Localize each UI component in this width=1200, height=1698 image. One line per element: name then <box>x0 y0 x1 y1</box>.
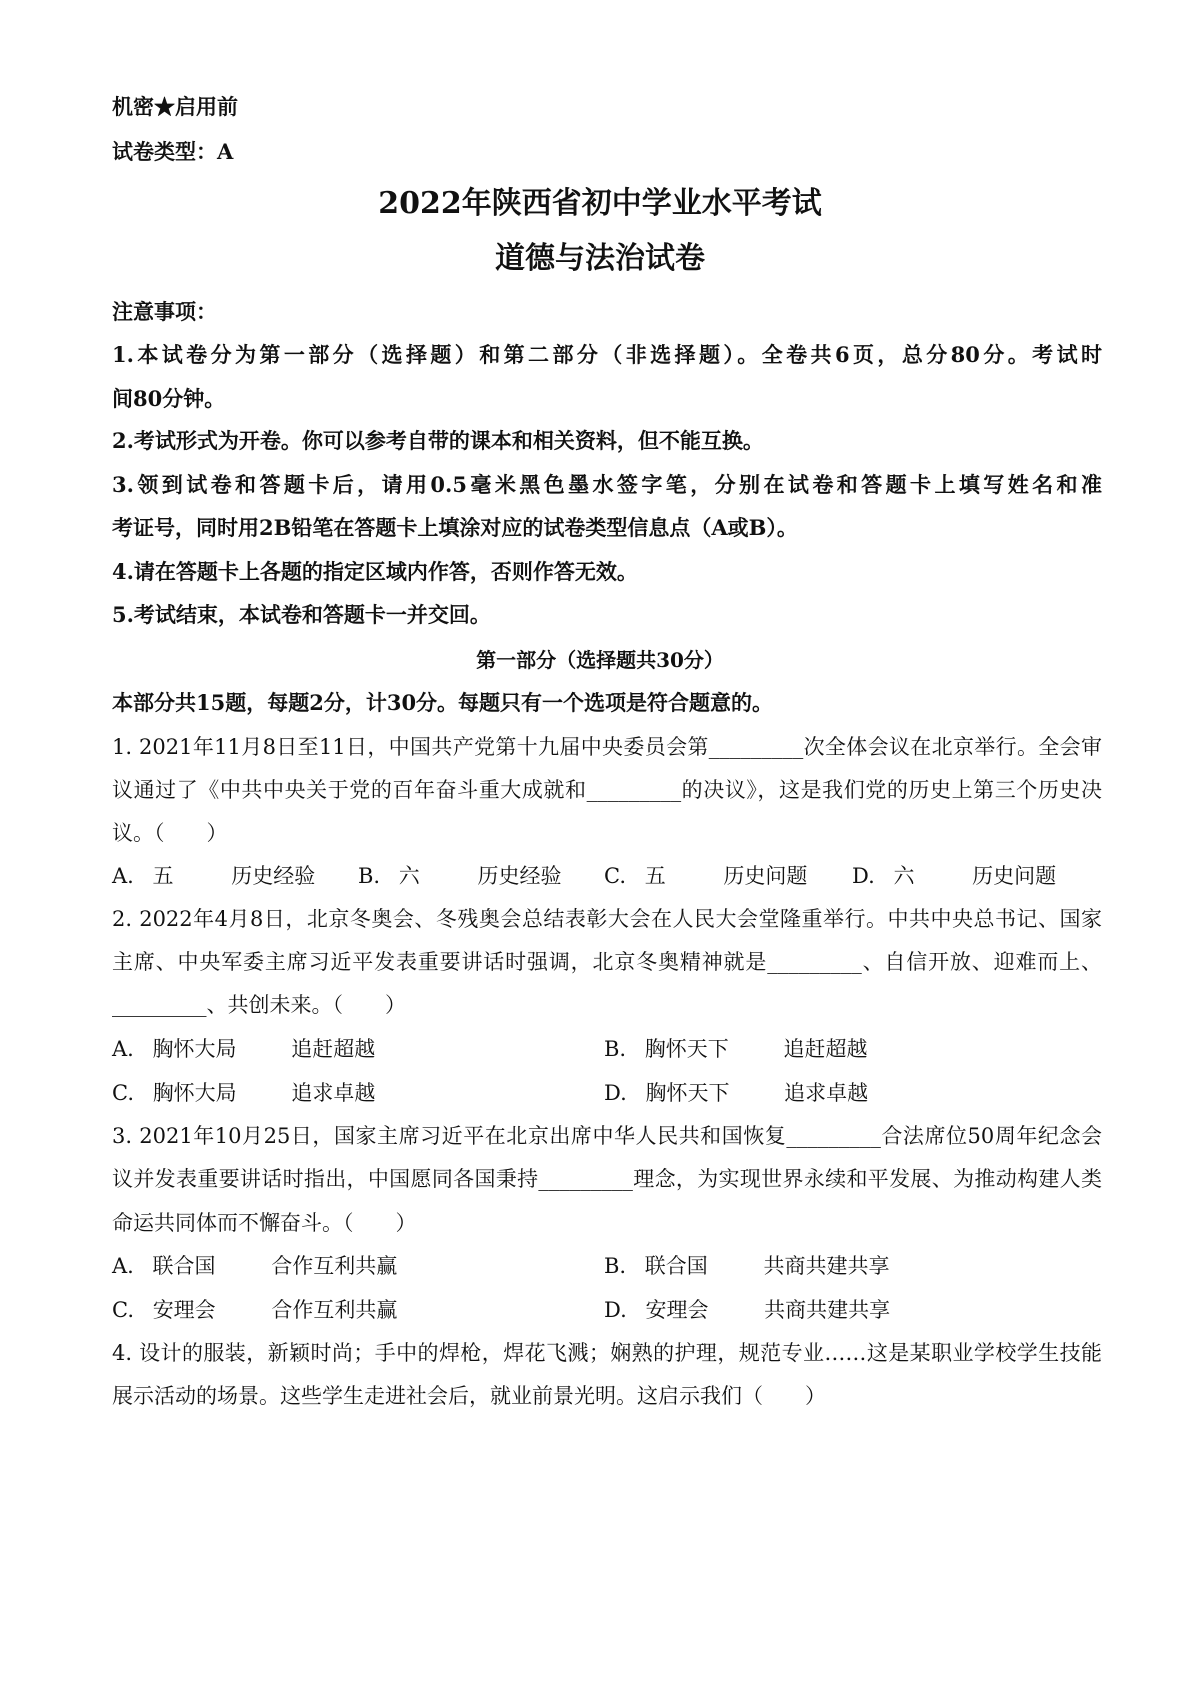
paper-type-label: 试卷类型：A <box>112 139 234 164</box>
question-1-option-b[interactable] <box>358 861 561 891</box>
option-first: 六 <box>893 864 915 888</box>
note-3-line-1: 3.领到试卷和答题卡后，请用0.5毫米黑色墨水签字笔，分别在试卷和答题卡上填写姓名和准 <box>112 472 1102 497</box>
note-1-line-2: 间80分钟。 <box>112 386 226 411</box>
question-1-option-c[interactable] <box>604 861 807 891</box>
option-first: 联合国 <box>644 1254 708 1278</box>
notes-heading: 注意事项： <box>112 299 217 324</box>
option-second: 追求卓越 <box>784 1081 869 1105</box>
option-letter: C. <box>604 864 626 888</box>
option-second: 追求卓越 <box>291 1081 376 1105</box>
option-second: 合作互利共赢 <box>271 1254 398 1278</box>
option-second: 历史经验 <box>231 864 316 888</box>
option-letter: C. <box>112 1298 134 1322</box>
option-first: 联合国 <box>152 1254 216 1278</box>
question-2-line-3: _________、共创未来。（ ） <box>112 993 406 1017</box>
option-second: 追赶超越 <box>783 1037 868 1061</box>
option-first: 五 <box>152 864 174 888</box>
note-4: 4.请在答题卡上各题的指定区域内作答，否则作答无效。 <box>112 559 638 584</box>
option-second: 合作互利共赢 <box>271 1298 398 1322</box>
question-1-line-2: 议通过了《中共中央关于党的百年奋斗重大成就和_________的决议》，这是我们党的历史上第三个历史决 <box>112 778 1102 802</box>
option-first: 胸怀天下 <box>644 1037 729 1061</box>
option-first: 胸怀大局 <box>152 1037 237 1061</box>
exam-subject-title: 道德与法治试卷 <box>495 241 705 276</box>
question-2-line-1: 2. 2022年4月8日，北京冬奥会、冬残奥会总结表彰大会在人民大会堂隆重举行。中共中央总书记、国家 <box>112 907 1102 931</box>
question-4-line-1: 4. 设计的服装，新颖时尚；手中的焊枪，焊花飞溅；娴熟的护理，规范专业……这是某职业学校学生技能 <box>112 1341 1102 1365</box>
option-letter: D. <box>852 864 875 888</box>
question-4-line-2: 展示活动的场景。这些学生走进社会后，就业前景光明。这启示我们（ ） <box>112 1384 826 1408</box>
part1-instruction: 本部分共15题，每题2分，计30分。每题只有一个选项是符合题意的。 <box>112 690 774 715</box>
option-second: 历史问题 <box>723 864 808 888</box>
option-letter: B. <box>604 1037 627 1061</box>
option-first: 胸怀天下 <box>645 1081 730 1105</box>
option-second: 追赶超越 <box>291 1037 376 1061</box>
option-second: 历史经验 <box>477 864 562 888</box>
question-3-option-a[interactable] <box>112 1251 397 1281</box>
option-letter: B. <box>358 864 381 888</box>
option-second: 共商共建共享 <box>764 1298 891 1322</box>
question-3-line-2: 议并发表重要讲话时指出，中国愿同各国秉持_________理念，为实现世界永续和平发展、为推动构建人类 <box>112 1167 1102 1191</box>
question-3-option-c[interactable] <box>112 1295 397 1325</box>
question-3-line-3: 命运共同体而不懈奋斗。（ ） <box>112 1211 417 1235</box>
question-1-option-d[interactable] <box>852 861 1056 891</box>
option-letter: A. <box>112 864 134 888</box>
option-first: 五 <box>644 864 666 888</box>
note-5: 5.考试结束，本试卷和答题卡一并交回。 <box>112 602 491 627</box>
option-second: 历史问题 <box>972 864 1057 888</box>
option-first: 安理会 <box>152 1298 216 1322</box>
note-2: 2.考试形式为开卷。你可以参考自带的课本和相关资料，但不能互换。 <box>112 428 764 453</box>
question-2-option-d[interactable] <box>604 1078 868 1108</box>
option-letter: A. <box>112 1254 134 1278</box>
confidential-label: 机密★启用前 <box>112 94 238 119</box>
question-1-line-3: 议。（ ） <box>112 821 228 845</box>
option-letter: A. <box>112 1037 134 1061</box>
note-1-line-1: 1.本试卷分为第一部分（选择题）和第二部分（非选择题）。全卷共6页，总分80分。考试时 <box>112 342 1102 367</box>
option-letter: C. <box>112 1081 134 1105</box>
question-3-line-1: 3. 2021年10月25日，国家主席习近平在北京出席中华人民共和国恢复_________合法席位50周年纪念会 <box>112 1124 1102 1148</box>
question-2-line-2: 主席、中央军委主席习近平发表重要讲话时强调，北京冬奥精神就是_________、自信开放、迎难而上、 <box>112 950 1102 974</box>
exam-title: 2022年陕西省初中学业水平考试 <box>378 186 822 221</box>
question-3-option-d[interactable] <box>604 1295 890 1325</box>
question-2-option-c[interactable] <box>112 1078 375 1108</box>
part1-heading: 第一部分（选择题共30分） <box>476 648 724 672</box>
question-2-option-a[interactable] <box>112 1034 375 1064</box>
option-first: 六 <box>398 864 420 888</box>
option-letter: D. <box>604 1298 627 1322</box>
option-letter: D. <box>604 1081 627 1105</box>
question-3-option-b[interactable] <box>604 1251 889 1281</box>
question-1-option-a[interactable] <box>112 861 315 891</box>
option-first: 安理会 <box>645 1298 709 1322</box>
option-second: 共商共建共享 <box>763 1254 890 1278</box>
question-1-line-1: 1. 2021年11月8日至11日，中国共产党第十九届中央委员会第_________次全体会议在北京举行。全会审 <box>112 735 1102 759</box>
question-2-option-b[interactable] <box>604 1034 867 1064</box>
option-letter: B. <box>604 1254 627 1278</box>
note-3-line-2: 考证号，同时用2B铅笔在答题卡上填涂对应的试卷类型信息点（A或B）。 <box>112 515 798 540</box>
option-first: 胸怀大局 <box>152 1081 237 1105</box>
